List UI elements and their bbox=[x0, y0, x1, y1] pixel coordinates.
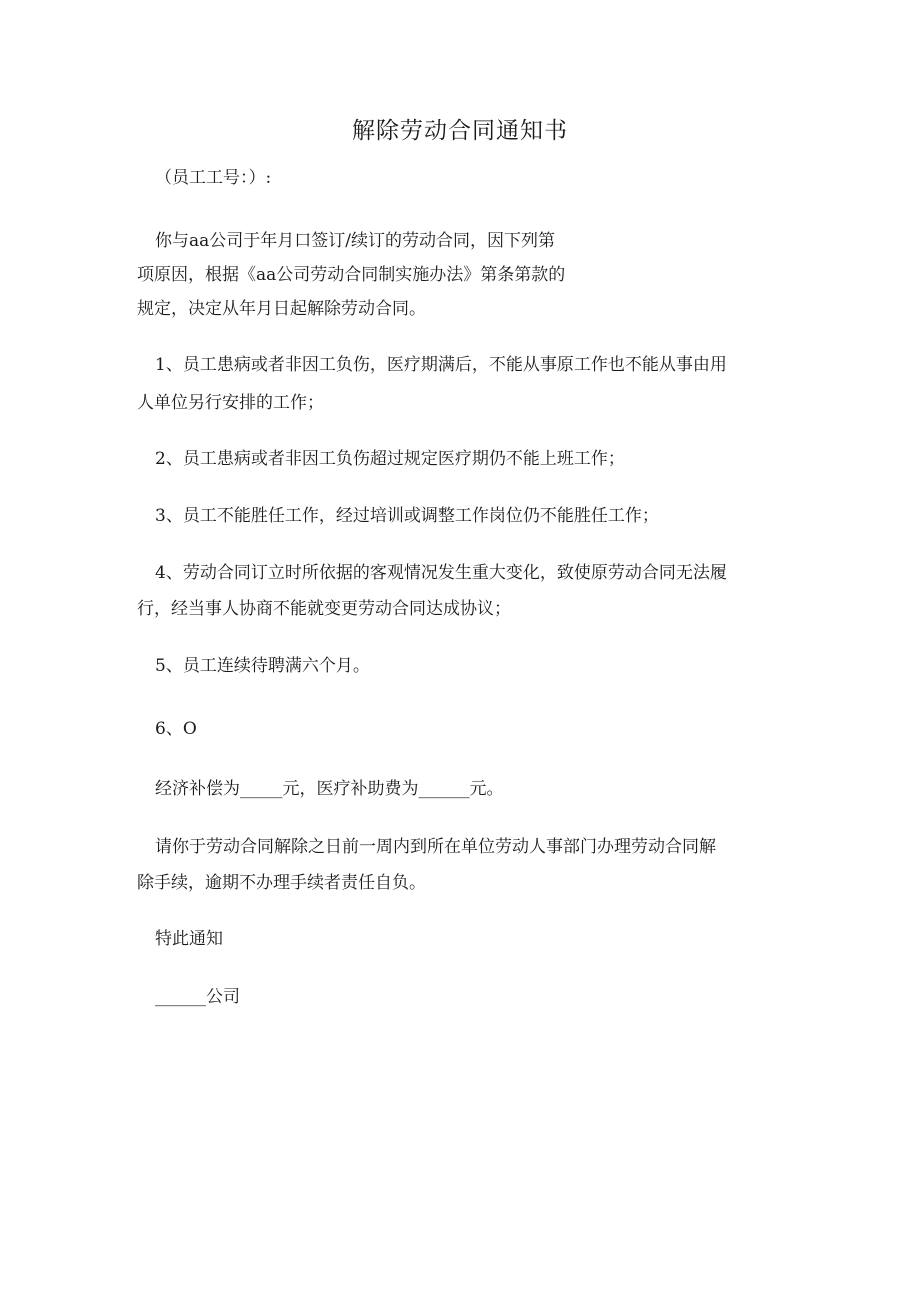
procedure-line-2: 除手续，逾期不办理手续者责任自负。 bbox=[137, 873, 426, 893]
signature-line: ______公司 bbox=[155, 987, 240, 1007]
closing-line: 特此通知 bbox=[155, 929, 223, 949]
item-1-line-2: 人单位另行安排的工作； bbox=[137, 393, 324, 413]
intro-line-2: 项原因，根据《aa公司劳动合同制实施办法》第条第款的 bbox=[137, 265, 566, 285]
addressee-line: （员工工号：）: bbox=[155, 168, 272, 188]
item-6-line: 6、O bbox=[155, 719, 197, 739]
item-1-line-1: 1、员工患病或者非因工负伤，医疗期满后，不能从事原工作也不能从事由用 bbox=[155, 355, 727, 375]
item-4-line-1: 4、劳动合同订立时所依据的客观情况发生重大变化，致使原劳动合同无法履 bbox=[155, 563, 727, 583]
procedure-line-1: 请你于劳动合同解除之日前一周内到所在单位劳动人事部门办理劳动合同解 bbox=[155, 837, 716, 857]
item-5-line: 5、员工连续待聘满六个月。 bbox=[155, 656, 370, 676]
intro-line-1: 你与aa公司于年月口签订/续订的劳动合同，因下列第 bbox=[155, 231, 555, 251]
item-3-line: 3、员工不能胜任工作，经过培训或调整工作岗位仍不能胜任工作； bbox=[155, 506, 659, 526]
document-title: 解除劳动合同通知书 bbox=[352, 118, 568, 144]
item-2-line: 2、员工患病或者非因工负伤超过规定医疗期仍不能上班工作； bbox=[155, 449, 625, 469]
compensation-line: 经济补偿为_____元，医疗补助费为______元。 bbox=[155, 779, 504, 799]
intro-line-3: 规定，决定从年月日起解除劳动合同。 bbox=[137, 299, 426, 319]
item-4-line-2: 行，经当事人协商不能就变更劳动合同达成协议； bbox=[137, 599, 511, 619]
